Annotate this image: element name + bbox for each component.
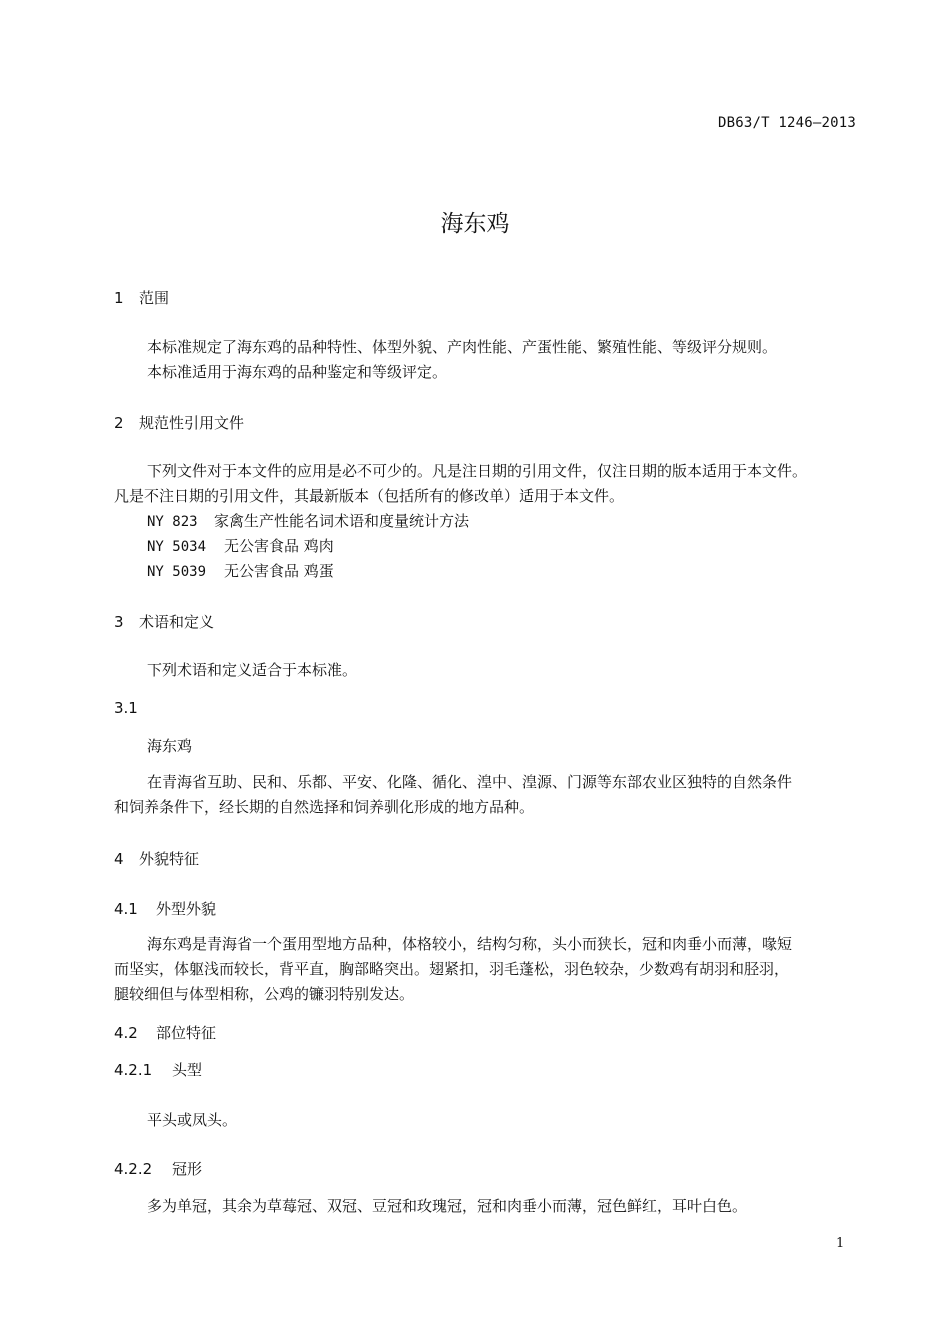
- reference-title: 无公害食品 鸡肉: [224, 537, 334, 555]
- paragraph: 本标准规定了海东鸡的品种特性、体型外貌、产肉性能、产蛋性能、繁殖性能、等级评分规则。: [147, 338, 778, 356]
- subsection-title: 外型外貌: [156, 900, 217, 918]
- section-3-heading: [114, 611, 214, 632]
- subsection-number: 4.1: [114, 900, 138, 918]
- paragraph-line: 和饲养条件下，经长期的自然选择和饲养驯化形成的地方品种。: [114, 798, 535, 816]
- subsection-4-1-heading: [114, 898, 216, 919]
- paragraph: 下列术语和定义适合于本标准。: [147, 661, 358, 679]
- reference-code: NY 823: [147, 514, 198, 530]
- reference-code: NY 5034: [147, 539, 207, 555]
- section-title: 范围: [139, 289, 170, 307]
- section-1-heading: [114, 287, 169, 308]
- paragraph-line: 下列文件对于本文件的应用是必不可少的。凡是注日期的引用文件，仅注日期的版本适用于本文件。: [147, 462, 808, 480]
- subsection-4-2-2-heading: [114, 1158, 202, 1179]
- normative-reference: [147, 509, 469, 535]
- subsection-4-2-heading: [114, 1022, 216, 1043]
- reference-code: NY 5039: [147, 564, 207, 580]
- section-title: 外貌特征: [139, 850, 200, 868]
- section-number: 1: [114, 289, 124, 307]
- section-title: 规范性引用文件: [139, 414, 245, 432]
- paragraph-line: 在青海省互助、民和、乐都、平安、化隆、循化、湟中、湟源、门源等东部农业区独特的自然条件: [147, 773, 793, 791]
- section-4-heading: [114, 848, 199, 869]
- subsection-number: 4.2.2: [114, 1160, 153, 1178]
- document-title: 海东鸡: [440, 211, 510, 237]
- subsection-4-2-1-heading: [114, 1059, 202, 1080]
- paragraph: 本标准适用于海东鸡的品种鉴定和等级评定。: [147, 363, 448, 381]
- normative-reference: [147, 559, 334, 585]
- paragraph-line: 凡是不注日期的引用文件，其最新版本（包括所有的修改单）适用于本文件。: [114, 487, 625, 505]
- section-number: 2: [114, 414, 124, 432]
- subsection-number: 4.2: [114, 1024, 138, 1042]
- paragraph: 平头或凤头。: [147, 1111, 238, 1129]
- section-2-heading: [114, 412, 244, 433]
- paragraph-line: 腿较细但与体型相称，公鸡的镰羽特别发达。: [114, 985, 415, 1003]
- section-number: 3: [114, 613, 124, 631]
- subsection-title: 冠形: [172, 1160, 203, 1178]
- paragraph: 多为单冠，其余为草莓冠、双冠、豆冠和玫瑰冠，冠和肉垂小而薄，冠色鲜红，耳叶白色。: [147, 1197, 748, 1215]
- normative-reference: [147, 534, 334, 560]
- subsection-number: 4.2.1: [114, 1061, 153, 1079]
- paragraph-line: 海东鸡是青海省一个蛋用型地方品种，体格较小，结构匀称，头小而狭长，冠和肉垂小而薄，喙短: [147, 935, 793, 953]
- standard-number: DB63/T 1246—2013: [718, 115, 857, 131]
- subsection-title: 头型: [172, 1061, 203, 1079]
- page-number: 1: [836, 1236, 845, 1251]
- term-number: 3.1: [114, 699, 138, 717]
- reference-title: 家禽生产性能名词术语和度量统计方法: [214, 512, 470, 530]
- subsection-title: 部位特征: [156, 1024, 217, 1042]
- paragraph-line: 而坚实，体躯浅而较长，背平直，胸部略突出。翅紧扣，羽毛蓬松，羽色较杂，少数鸡有胡羽和胫羽，: [114, 960, 790, 978]
- term-name: 海东鸡: [147, 737, 193, 755]
- section-number: 4: [114, 850, 124, 868]
- reference-title: 无公害食品 鸡蛋: [224, 562, 334, 580]
- section-title: 术语和定义: [139, 613, 215, 631]
